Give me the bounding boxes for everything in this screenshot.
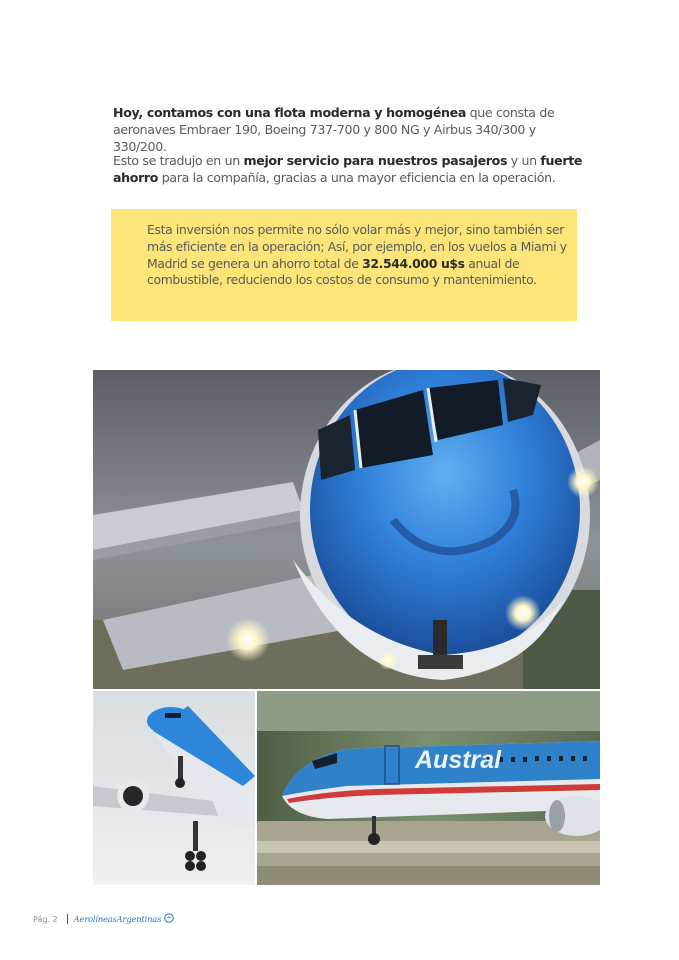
footer-separator bbox=[67, 914, 68, 924]
savings-text-2: anual de combustible, reduciendo los costos de consumo y mantenimiento. bbox=[147, 255, 537, 288]
fleet-paragraph bbox=[113, 104, 583, 155]
service-paragraph bbox=[113, 152, 583, 186]
savings-amount: 32.544.000 u$s bbox=[362, 255, 465, 271]
service-highlight-2: fuerte ahorro bbox=[113, 153, 583, 185]
fleet-text: que consta de aeronaves Embraer 190, Boeing 737-700 y 800 NG y Airbus 340/300 y 330/200. bbox=[113, 105, 555, 154]
service-text-1: Esto se tradujo en un bbox=[113, 153, 244, 168]
condor-icon bbox=[164, 913, 174, 925]
fleet-highlight: Hoy, contamos con una flota moderna y homogénea bbox=[113, 105, 466, 120]
airplane-takeoff-photo bbox=[93, 691, 255, 885]
savings-callout bbox=[111, 209, 577, 321]
savings-text-1: Esta inversión nos permite no sólo volar más y mejor, sino también ser más eficiente en la operación; Así, por ejemplo, en los vuelos a Miami y Madrid se genera un ahorro total de bbox=[147, 222, 567, 271]
airplane-nose-photo bbox=[93, 370, 600, 689]
service-text-2: y un bbox=[507, 153, 541, 168]
page-footer bbox=[33, 912, 174, 926]
airline-logo-text: AerolíneasArgentinas bbox=[73, 914, 162, 924]
austral-livery-text: Austral bbox=[415, 746, 502, 774]
savings-text bbox=[147, 222, 567, 289]
austral-jet-photo bbox=[257, 691, 600, 885]
service-text-3: para la compañía, gracias a una mayor eficiencia en la operación. bbox=[158, 170, 556, 185]
service-highlight-1: mejor servicio para nuestros pasajeros bbox=[243, 153, 508, 168]
page-number: Pág. 2 bbox=[33, 914, 58, 924]
